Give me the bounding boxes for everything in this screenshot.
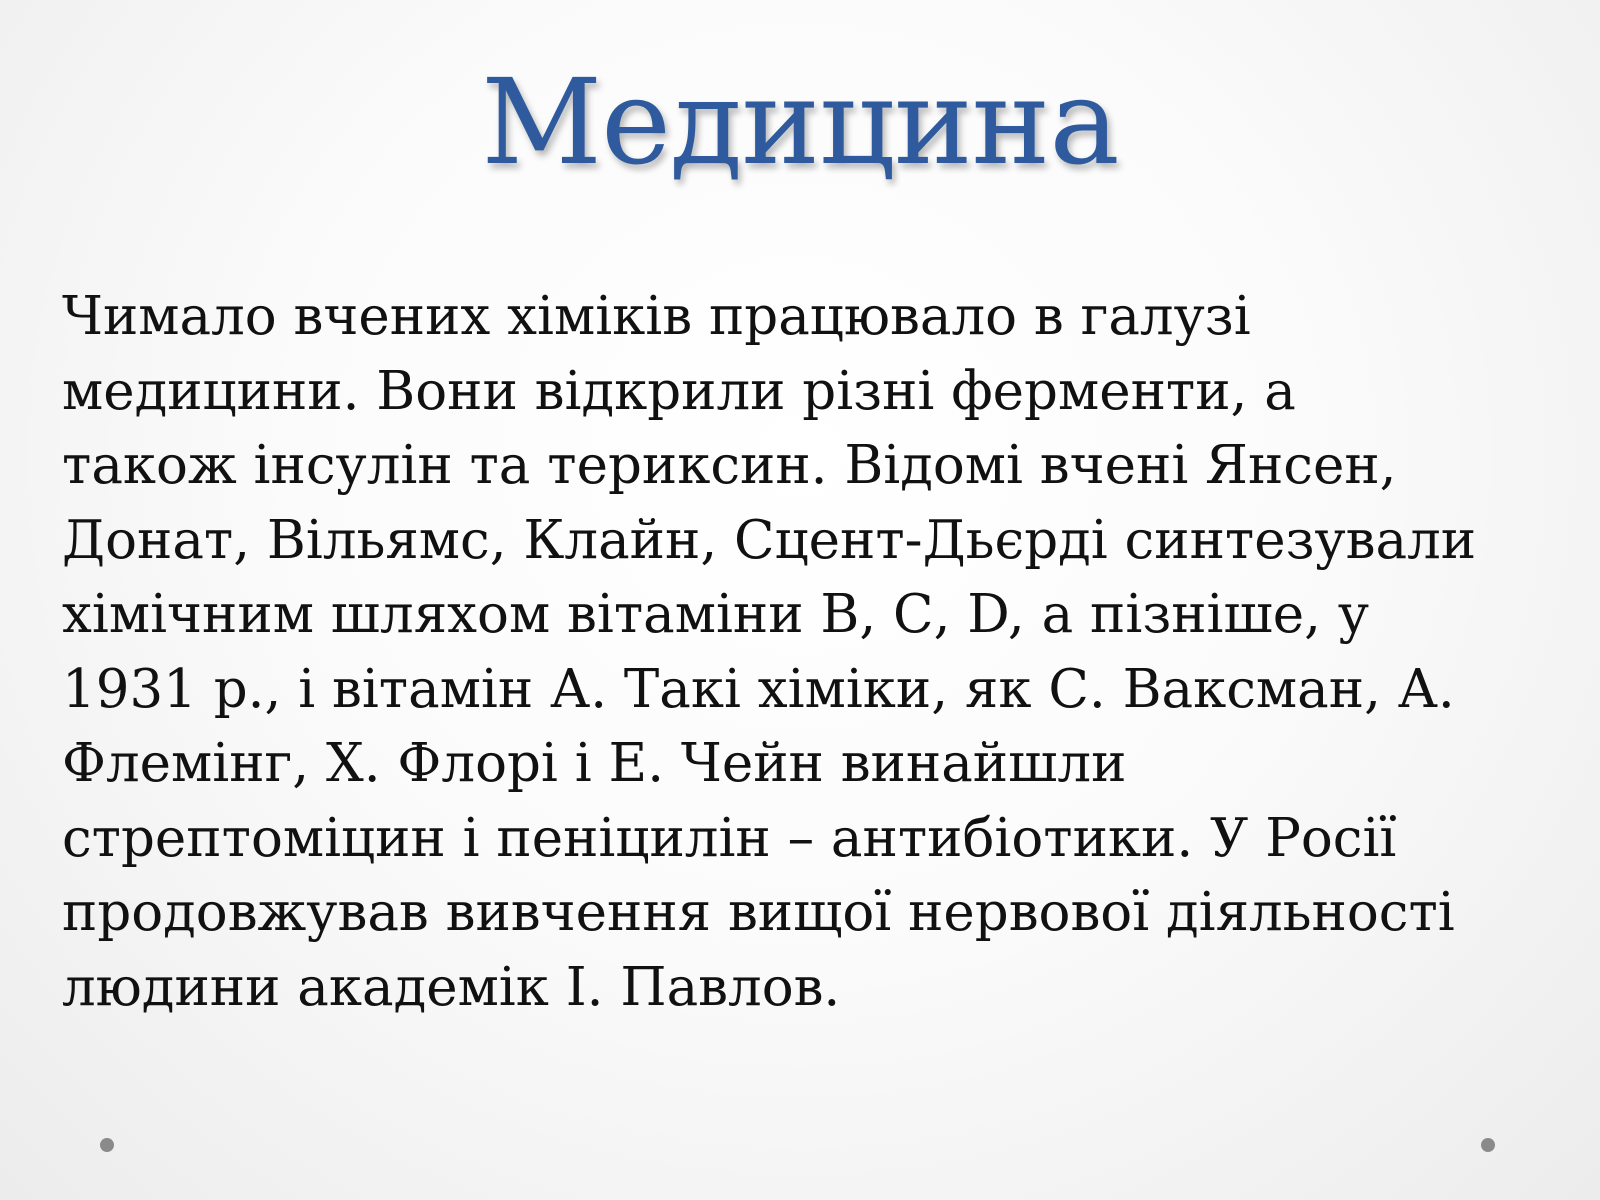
decorative-dot-left-icon <box>100 1138 114 1152</box>
body-line: медицини. Вони відкрили різні ферменти, а <box>62 360 1296 422</box>
body-line: Чимало вчених хіміків працювало в галузі <box>62 286 1251 347</box>
slide-title: Медицина <box>481 53 1119 191</box>
body-line: Флемінг, Х. Флорі і Е. Чейн винайшли <box>62 733 1127 794</box>
body-line: також інсулін та териксин. Відомі вчені Янсен, <box>62 435 1397 496</box>
body-line: людини академік І. Павлов. <box>62 956 841 1018</box>
body-line: продовжував вивчення вищої нервової діяльності <box>62 882 1455 943</box>
body-line: 1931 р., і вітамін А. Такі хіміки, як С. Ваксман, А. <box>62 658 1455 720</box>
slide-body-text <box>62 280 1552 1025</box>
decorative-dot-right-icon <box>1481 1138 1495 1152</box>
body-line: хімічним шляхом вітаміни В, С, D, а пізніше, у <box>62 584 1370 645</box>
body-line: стрептоміцин і пеніцилін – антибіотики. У Росії <box>62 807 1397 869</box>
body-line: Донат, Вільямс, Клайн, Сцент-Дьєрді синтезували <box>62 509 1477 571</box>
